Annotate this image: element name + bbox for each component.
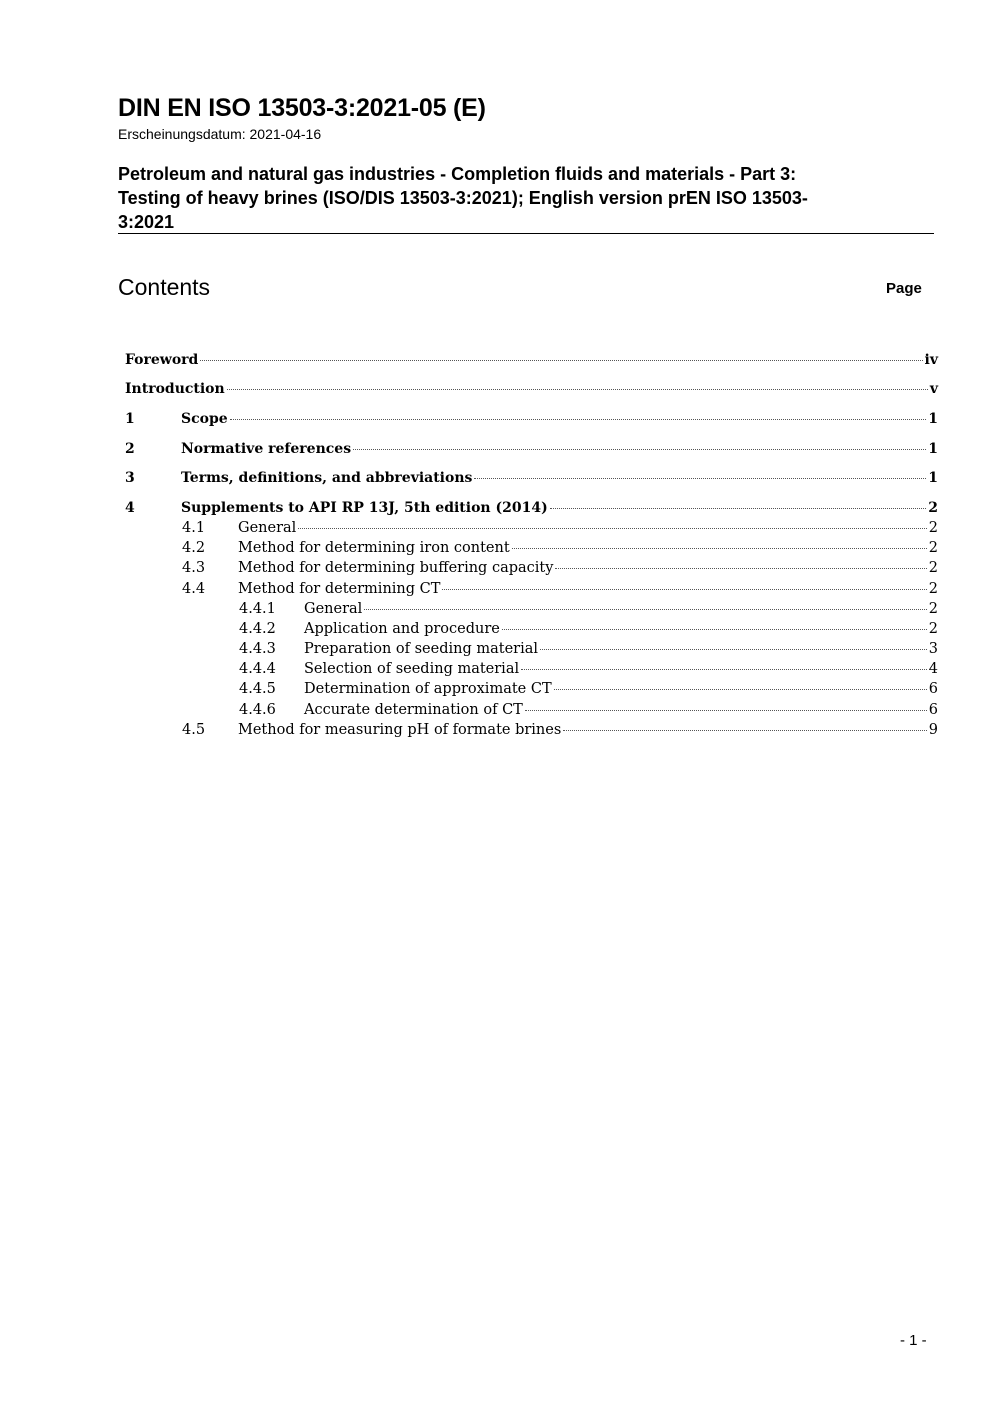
toc-entry[interactable] — [125, 410, 938, 428]
toc-entry-number: 2 — [125, 441, 135, 457]
toc-entry-title: Preparation of seeding material — [304, 641, 539, 657]
document-id: DIN EN ISO 13503-3:2021-05 (E) — [118, 94, 486, 122]
toc-entry-number: 3 — [125, 470, 135, 486]
toc-entry[interactable] — [125, 351, 938, 369]
toc-entry-page: 6 — [928, 702, 938, 718]
toc-entry-number: 4.4.5 — [239, 681, 276, 697]
toc-entry-number: 4.4 — [182, 581, 206, 597]
toc-entry-page: 1 — [928, 441, 938, 457]
toc-dot-leader — [525, 710, 927, 711]
toc-entry-title: Method for determining iron content — [238, 540, 510, 556]
toc-entry-page: 1 — [928, 411, 938, 427]
toc-entry-number: 4.2 — [182, 540, 206, 556]
toc-entry-number: 4.4.3 — [239, 641, 276, 657]
toc-entry-page: 1 — [928, 470, 938, 486]
toc-entry-title: Foreword — [125, 352, 199, 368]
toc-entry[interactable] — [125, 469, 938, 487]
toc-entry-title: Method for determining CT — [238, 581, 441, 597]
toc-entry[interactable] — [182, 559, 938, 577]
toc-entry-number: 4.5 — [182, 722, 206, 738]
toc-entry-number: 4 — [125, 500, 135, 516]
toc-entry-page: v — [929, 381, 938, 397]
toc-entry-title: Normative references — [181, 441, 352, 457]
toc-entry[interactable] — [125, 440, 938, 458]
toc-entry[interactable] — [239, 660, 938, 678]
toc-dot-leader — [540, 649, 927, 650]
toc-entry-title: Scope — [181, 411, 228, 427]
toc-entry-page: 2 — [928, 540, 938, 556]
toc-dot-leader — [364, 609, 926, 610]
toc-entry[interactable] — [239, 701, 938, 719]
toc-dot-leader — [555, 568, 926, 569]
toc-entry-page: iv — [924, 352, 938, 368]
document-title — [118, 162, 908, 234]
toc-entry[interactable] — [239, 620, 938, 638]
toc-dot-leader — [550, 508, 927, 509]
toc-entry-page: 2 — [928, 560, 938, 576]
toc-entry-title: Terms, definitions, and abbreviations — [181, 470, 473, 486]
toc-entry-page: 2 — [928, 581, 938, 597]
toc-entry-page: 2 — [928, 601, 938, 617]
toc-entry-number: 4.4.6 — [239, 702, 276, 718]
toc-dot-leader — [230, 419, 927, 420]
page-column-heading: Page — [886, 280, 922, 297]
toc-dot-leader — [227, 389, 928, 390]
toc-entry-page: 6 — [928, 681, 938, 697]
toc-entry-title: Method for determining buffering capacity — [238, 560, 554, 576]
toc-dot-leader — [502, 629, 927, 630]
toc-entry-title: General — [238, 520, 297, 536]
title-divider — [118, 233, 934, 234]
toc-entry-number: 1 — [125, 411, 135, 427]
toc-entry[interactable] — [239, 680, 938, 698]
toc-entry[interactable] — [125, 380, 938, 398]
toc-entry[interactable] — [182, 539, 938, 557]
toc-dot-leader — [563, 730, 926, 731]
toc-entry-title: Accurate determination of CT — [304, 702, 523, 718]
toc-entry-number: 4.4.4 — [239, 661, 276, 677]
document-title-line: Testing of heavy brines (ISO/DIS 13503-3:2021); English version prEN ISO 13503- — [118, 188, 808, 208]
toc-entry-page: 4 — [928, 661, 938, 677]
toc-entry-title: Supplements to API RP 13J, 5th edition (2014) — [181, 500, 548, 516]
toc-entry[interactable] — [239, 600, 938, 618]
toc-entry-title: Application and procedure — [304, 621, 500, 637]
toc-entry[interactable] — [182, 519, 938, 537]
toc-dot-leader — [474, 478, 926, 479]
toc-entry[interactable] — [182, 580, 938, 598]
toc-entry-title: Selection of seeding material — [304, 661, 520, 677]
toc-entry-page: 9 — [928, 722, 938, 738]
toc-entry-title: General — [304, 601, 363, 617]
toc-entry-page: 2 — [928, 621, 938, 637]
toc-dot-leader — [512, 548, 927, 549]
toc-dot-leader — [442, 589, 926, 590]
toc-entry[interactable] — [125, 499, 938, 517]
toc-entry-number: 4.4.1 — [239, 601, 276, 617]
document-title-line: 3:2021 — [118, 212, 175, 232]
toc-dot-leader — [200, 360, 922, 361]
toc-entry-title: Introduction — [125, 381, 225, 397]
toc-entry-page: 2 — [928, 500, 938, 516]
contents-heading: Contents — [118, 274, 211, 300]
toc-dot-leader — [298, 528, 926, 529]
document-title-line: Petroleum and natural gas industries - Completion fluids and materials - Part 3: — [118, 164, 797, 184]
toc-dot-leader — [554, 689, 927, 690]
toc-entry[interactable] — [182, 721, 938, 739]
toc-entry[interactable] — [239, 640, 938, 658]
toc-entry-title: Determination of approximate CT — [304, 681, 552, 697]
toc-entry-page: 3 — [928, 641, 938, 657]
toc-entry-page: 2 — [928, 520, 938, 536]
page-number: - 1 - — [900, 1332, 927, 1349]
publication-date: Erscheinungsdatum: 2021-04-16 — [118, 126, 322, 142]
toc-entry-number: 4.4.2 — [239, 621, 276, 637]
toc-dot-leader — [521, 669, 927, 670]
toc-entry-number: 4.3 — [182, 560, 206, 576]
toc-entry-number: 4.1 — [182, 520, 206, 536]
toc-dot-leader — [353, 449, 926, 450]
toc-entry-title: Method for measuring pH of formate brines — [238, 722, 562, 738]
